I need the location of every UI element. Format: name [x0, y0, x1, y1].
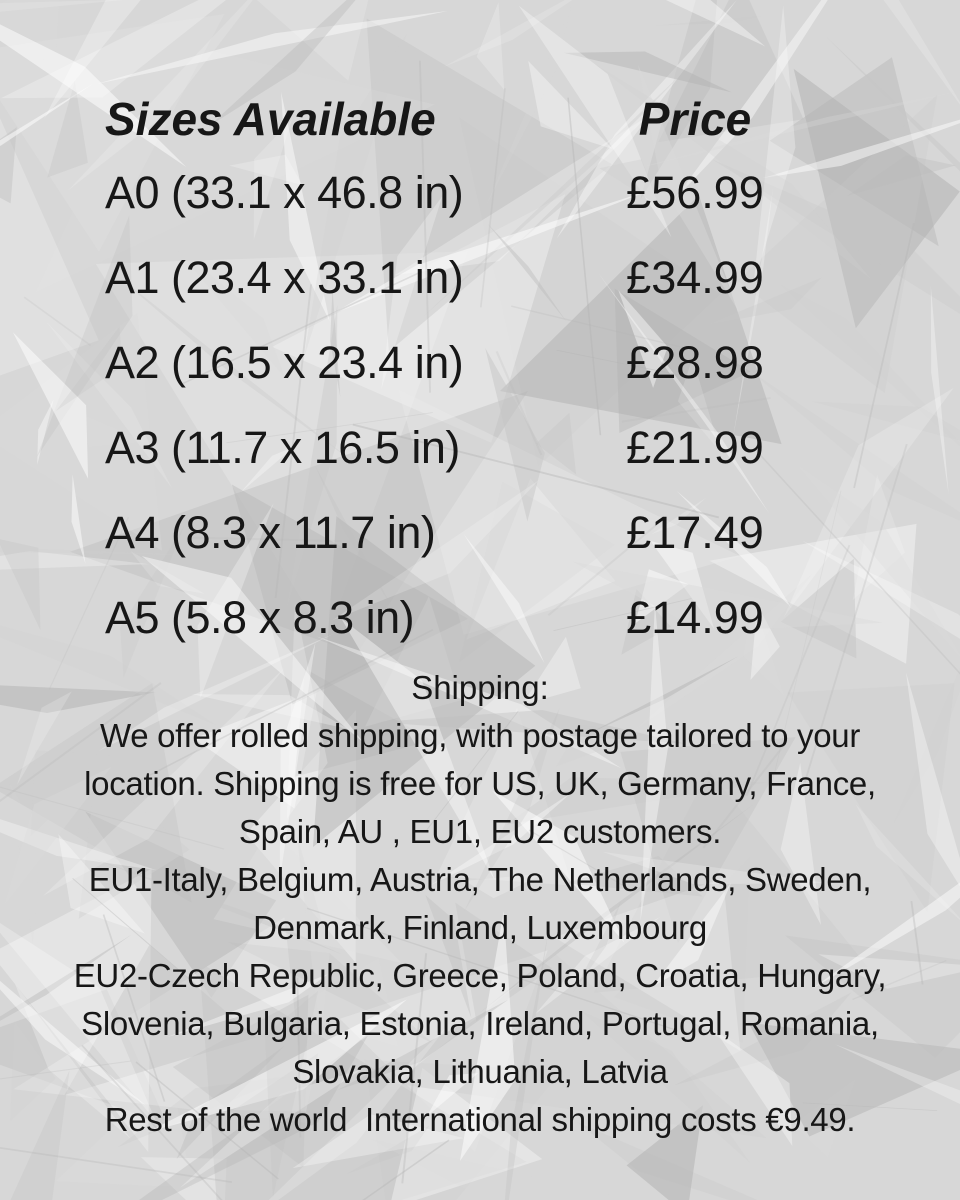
size-label: A0 (33.1 x 46.8 in) — [105, 166, 464, 218]
size-label: A5 (5.8 x 8.3 in) — [105, 591, 415, 643]
table-row-a1 — [0, 235, 960, 320]
price-header: Price — [638, 93, 752, 145]
shipping-line: location. Shipping is free for US, UK, Germany, France, — [84, 765, 876, 802]
size-label: A2 (16.5 x 23.4 in) — [105, 336, 464, 388]
table-row-a0 — [0, 150, 960, 235]
price-value: £17.49 — [626, 506, 764, 558]
shipping-line: Slovenia, Bulgaria, Estonia, Ireland, Portugal, Romania, — [81, 1005, 879, 1042]
shipping-line: EU2-Czech Republic, Greece, Poland, Croatia, Hungary, — [73, 957, 887, 994]
shipping-info — [0, 664, 960, 1144]
price-value: £34.99 — [626, 251, 764, 303]
shipping-title: Shipping: — [411, 669, 549, 706]
shipping-line: Spain, AU , EU1, EU2 customers. — [238, 813, 722, 850]
table-row-a5 — [0, 575, 960, 660]
size-label: A1 (23.4 x 33.1 in) — [105, 251, 464, 303]
price-value: £28.98 — [626, 336, 764, 388]
price-value: £21.99 — [626, 421, 764, 473]
shipping-line: Slovakia, Lithuania, Latvia — [292, 1053, 668, 1090]
size-price-table — [0, 88, 960, 660]
shipping-line: Rest of the world International shipping costs €9.49. — [104, 1101, 856, 1138]
price-value: £14.99 — [626, 591, 764, 643]
table-row-a2 — [0, 320, 960, 405]
size-label: A4 (8.3 x 11.7 in) — [105, 506, 436, 558]
table-header-row — [0, 88, 960, 150]
sizes-available-header: Sizes Available — [105, 93, 436, 145]
size-label: A3 (11.7 x 16.5 in) — [105, 421, 460, 473]
table-row-a3 — [0, 405, 960, 490]
shipping-line: EU1-Italy, Belgium, Austria, The Netherlands, Sweden, — [88, 861, 872, 898]
table-row-a4 — [0, 490, 960, 575]
shipping-line: Denmark, Finland, Luxembourg — [253, 909, 707, 946]
shipping-line: We offer rolled shipping, with postage tailored to your — [99, 717, 861, 754]
price-value: £56.99 — [626, 166, 764, 218]
